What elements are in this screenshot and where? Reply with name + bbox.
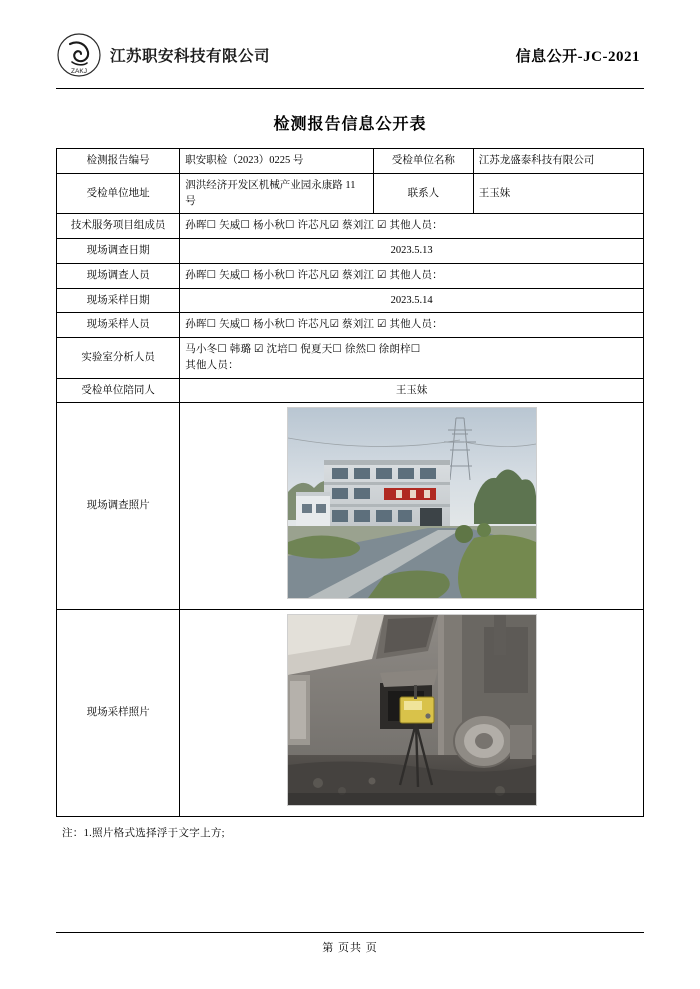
company-logo-icon bbox=[56, 32, 102, 78]
address-label: 受检单位地址 bbox=[57, 173, 180, 214]
client-label: 受检单位名称 bbox=[373, 149, 473, 174]
table-row bbox=[57, 313, 644, 338]
team-label: 技术服务项目组成员 bbox=[57, 214, 180, 239]
survey-people-value: 孙晖☐ 矢威☐ 杨小秋☐ 许芯凡☑ 蔡刘江 ☑ 其他人员： bbox=[180, 263, 644, 288]
table-row bbox=[57, 338, 644, 379]
table-row bbox=[57, 239, 644, 264]
lab-people-line-2: 其他人员： bbox=[185, 359, 239, 371]
lab-people-label: 实验室分析人员 bbox=[57, 338, 180, 379]
survey-photo-cell bbox=[180, 403, 644, 610]
client-value: 江苏龙盛泰科技有限公司 bbox=[473, 149, 643, 174]
table-row bbox=[57, 214, 644, 239]
footnote: 注：1.照片格式选择浮于文字上方; bbox=[62, 827, 225, 839]
team-value: 孙晖☐ 矢威☐ 杨小秋☐ 许芯凡☑ 蔡刘江 ☑ 其他人员： bbox=[180, 214, 644, 239]
sampling-people-value: 孙晖☐ 矢威☐ 杨小秋☐ 许芯凡☑ 蔡刘江 ☑ 其他人员： bbox=[180, 313, 644, 338]
survey-photo-image bbox=[287, 407, 537, 599]
lab-people-value bbox=[180, 338, 644, 379]
table-row bbox=[57, 288, 644, 313]
accompany-label: 受检单位陪同人 bbox=[57, 378, 180, 403]
sampling-date-value: 2023.5.14 bbox=[180, 288, 644, 313]
svg-text:ZAKJ: ZAKJ bbox=[71, 68, 87, 75]
survey-date-label: 现场调查日期 bbox=[57, 239, 180, 264]
page-title: 检测报告信息公开表 bbox=[273, 116, 427, 133]
table-row bbox=[57, 263, 644, 288]
survey-people-label: 现场调查人员 bbox=[57, 263, 180, 288]
accompany-value: 王玉妹 bbox=[180, 378, 644, 403]
lab-people-line-1: 马小冬☐ 韩璐 ☑ 沈培☐ 倪夏天☐ 徐然☐ 徐朗梓☐ bbox=[185, 344, 421, 355]
table-row bbox=[57, 173, 644, 214]
sampling-people-label: 现场采样人员 bbox=[57, 313, 180, 338]
info-table bbox=[56, 148, 644, 817]
page-footer: 第 页共 页 bbox=[56, 932, 644, 955]
table-row bbox=[57, 378, 644, 403]
sampling-photo-cell bbox=[180, 610, 644, 817]
address-value: 泗洪经济开发区机械产业园永康路 11 号 bbox=[180, 173, 374, 214]
table-row bbox=[57, 149, 644, 174]
sampling-photo-label: 现场采样照片 bbox=[57, 610, 180, 817]
sampling-date-label: 现场采样日期 bbox=[57, 288, 180, 313]
report-no-label: 检测报告编号 bbox=[57, 149, 180, 174]
survey-photo-label: 现场调查照片 bbox=[57, 403, 180, 610]
document-number: 信息公开-JC-2021 bbox=[515, 48, 640, 65]
report-no-value: 职安职检（2023）0225 号 bbox=[180, 149, 374, 174]
header-left bbox=[56, 32, 270, 78]
contact-label: 联系人 bbox=[373, 173, 473, 214]
survey-date-value: 2023.5.13 bbox=[180, 239, 644, 264]
contact-value: 王玉妹 bbox=[473, 173, 643, 214]
survey-photo-row bbox=[57, 403, 644, 610]
page-header bbox=[56, 28, 644, 89]
sampling-photo-row bbox=[57, 610, 644, 817]
company-name: 江苏职安科技有限公司 bbox=[110, 48, 271, 65]
sampling-photo-image bbox=[287, 614, 537, 806]
